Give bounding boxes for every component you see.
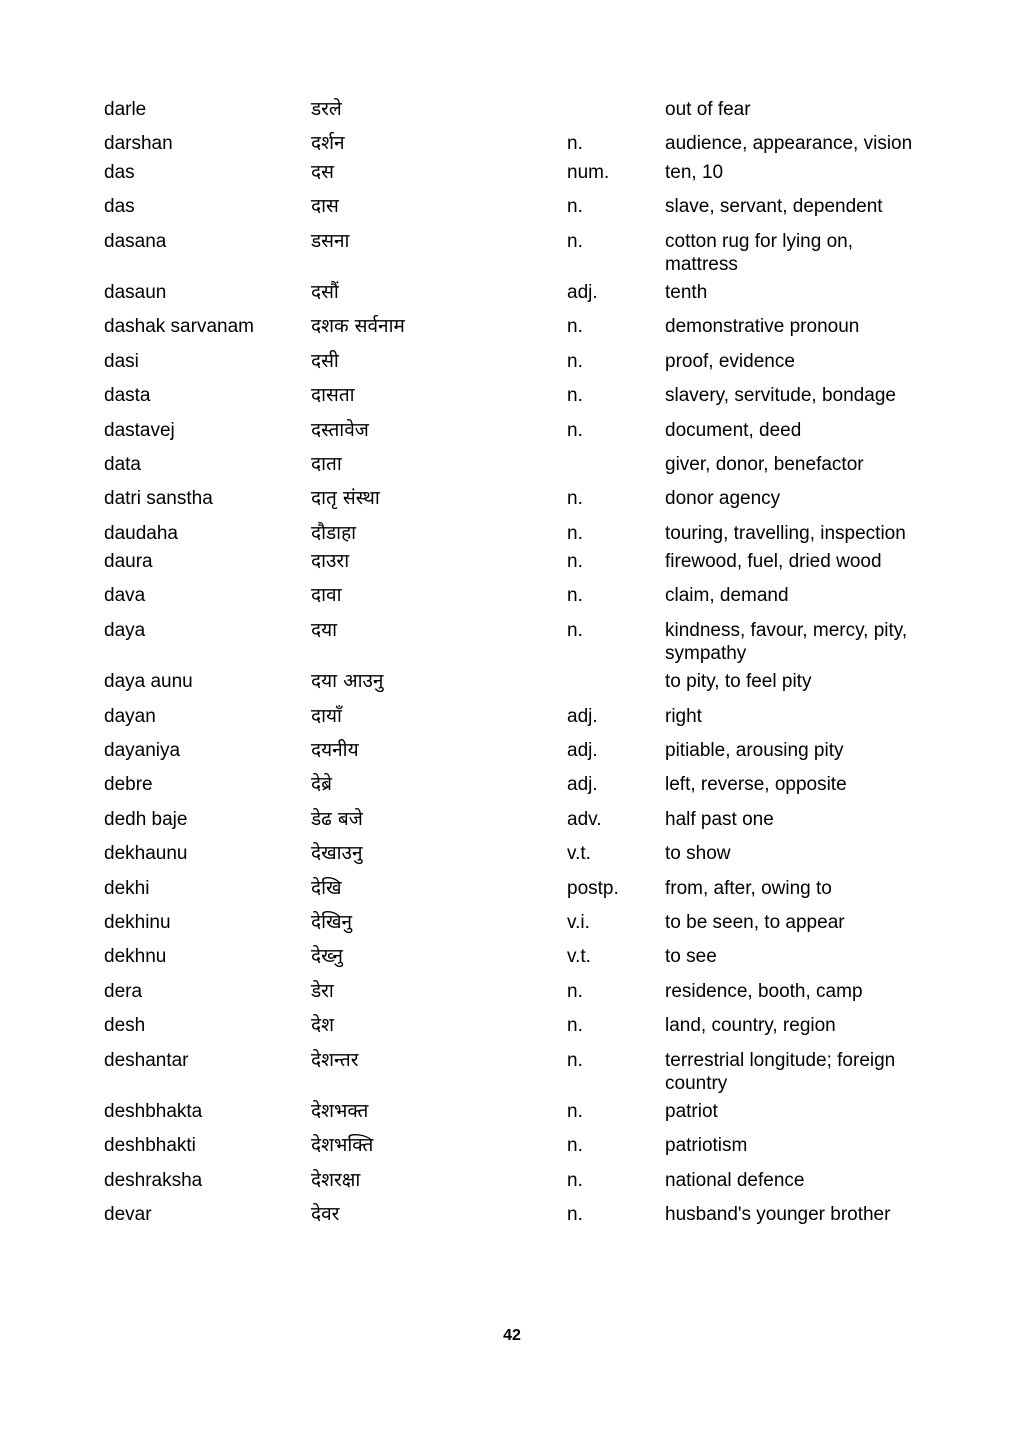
entry-devanagari: दस्तावेज (311, 418, 369, 441)
entry-romanized: data (104, 453, 141, 475)
entry-list (104, 98, 934, 1238)
entry-devanagari: देशन्तर (311, 1048, 359, 1071)
entry-part-of-speech: n. (567, 980, 583, 1002)
dictionary-entry (104, 384, 934, 418)
entry-part-of-speech: n. (567, 419, 583, 441)
entry-definition: tenth (665, 281, 708, 303)
entry-devanagari: दासता (311, 384, 355, 407)
entry-definition: right (665, 705, 702, 727)
entry-romanized: dekhi (104, 877, 150, 899)
dictionary-entry (104, 945, 934, 979)
entry-romanized: das (104, 196, 135, 218)
entry-romanized: dayan (104, 705, 156, 727)
entry-devanagari: देशभक्ति (311, 1134, 374, 1157)
entry-devanagari: दसी (311, 349, 339, 372)
entry-devanagari: दया आउनु (311, 670, 384, 693)
entry-part-of-speech: n. (567, 196, 583, 218)
dictionary-entry (104, 281, 934, 315)
entry-romanized: dasana (104, 230, 167, 252)
dictionary-entry (104, 619, 934, 670)
entry-part-of-speech: n. (567, 316, 583, 338)
entry-romanized: dekhinu (104, 911, 171, 933)
entry-devanagari: देश (311, 1014, 335, 1037)
dictionary-entry (104, 1203, 934, 1237)
dictionary-entry (104, 739, 934, 773)
dictionary-entry (104, 670, 934, 704)
entry-romanized: deshraksha (104, 1169, 203, 1191)
entry-romanized: desh (104, 1015, 146, 1037)
dictionary-entry (104, 584, 934, 618)
entry-definition: patriot (665, 1100, 718, 1122)
entry-definition: pitiable, arousing pity (665, 740, 844, 762)
entry-part-of-speech: adj. (567, 740, 598, 762)
dictionary-entry (104, 230, 934, 281)
entry-devanagari: दातृ संस्था (311, 487, 380, 510)
dictionary-entry (104, 980, 934, 1014)
dictionary-entry (104, 1134, 934, 1168)
entry-definition: land, country, region (665, 1015, 836, 1037)
entry-romanized: dasi (104, 350, 139, 372)
entry-definition: giver, donor, benefactor (665, 453, 864, 475)
entry-devanagari: देखाउनु (311, 842, 363, 865)
entry-definition: proof, evidence (665, 350, 795, 372)
entry-part-of-speech: v.i. (567, 911, 590, 933)
entry-romanized: dayaniya (104, 740, 181, 762)
entry-part-of-speech: adj. (567, 774, 598, 796)
entry-devanagari: देशरक्षा (311, 1168, 361, 1191)
entry-romanized: deshantar (104, 1049, 189, 1071)
entry-devanagari: डसना (311, 229, 350, 252)
dictionary-entry (104, 132, 934, 160)
dictionary-entry (104, 1100, 934, 1134)
entry-devanagari: डेढ बजे (311, 807, 363, 830)
entry-definition: claim, demand (665, 585, 789, 607)
entry-romanized: dekhaunu (104, 843, 188, 865)
entry-definition: slavery, servitude, bondage (665, 385, 896, 407)
entry-definition: left, reverse, opposite (665, 774, 847, 796)
entry-devanagari: दाता (311, 452, 342, 475)
entry-romanized: debre (104, 774, 153, 796)
entry-part-of-speech: v.t. (567, 946, 591, 968)
dictionary-entry (104, 487, 934, 521)
entry-definition: out of fear (665, 99, 751, 120)
entry-romanized: daudaha (104, 522, 178, 544)
dictionary-entry (104, 877, 934, 911)
entry-romanized: datri sanstha (104, 488, 213, 510)
dictionary-entry (104, 808, 934, 842)
dictionary-entry (104, 773, 934, 807)
dictionary-entry (104, 1049, 934, 1100)
entry-part-of-speech: n. (567, 1100, 583, 1122)
entry-part-of-speech: adj. (567, 281, 598, 303)
entry-devanagari: दावा (311, 584, 342, 607)
dictionary-entry (104, 842, 934, 876)
dictionary-entry (104, 453, 934, 487)
entry-definition: kindness, favour, mercy, pity, sympathy (665, 619, 908, 664)
entry-part-of-speech: n. (567, 1015, 583, 1037)
entry-romanized: darshan (104, 133, 173, 155)
entry-definition: ten, 10 (665, 161, 724, 183)
entry-romanized: daura (104, 551, 153, 573)
entry-definition: from, after, owing to (665, 877, 832, 899)
entry-romanized: das (104, 161, 135, 183)
entry-devanagari: दसौं (311, 280, 339, 303)
entry-definition: demonstrative pronoun (665, 316, 860, 338)
entry-definition: residence, booth, camp (665, 980, 863, 1002)
entry-devanagari: देखि (311, 876, 342, 899)
entry-romanized: dekhnu (104, 946, 167, 968)
dictionary-entry (104, 419, 934, 453)
entry-romanized: dedh baje (104, 808, 188, 830)
entry-definition: slave, servant, dependent (665, 196, 883, 218)
entry-part-of-speech: n. (567, 522, 583, 544)
entry-romanized: devar (104, 1204, 152, 1226)
entry-devanagari: देवर (311, 1203, 340, 1226)
dictionary-entry (104, 522, 934, 550)
entry-romanized: darle (104, 99, 147, 120)
dictionary-entry (104, 1169, 934, 1203)
dictionary-entry (104, 315, 934, 349)
entry-devanagari: दाउरा (311, 550, 350, 573)
entry-devanagari: देख्नु (311, 945, 343, 968)
entry-definition: to be seen, to appear (665, 911, 845, 933)
dictionary-entry (104, 911, 934, 945)
entry-romanized: dera (104, 980, 143, 1002)
entry-part-of-speech: n. (567, 350, 583, 372)
entry-definition: to see (665, 946, 717, 968)
entry-definition: patriotism (665, 1135, 748, 1157)
entry-part-of-speech: n. (567, 488, 583, 510)
entry-devanagari: डरले (311, 98, 342, 120)
page-number: 42 (503, 1327, 521, 1344)
dictionary-entry (104, 98, 934, 132)
entry-part-of-speech: n. (567, 230, 583, 252)
entry-romanized: dashak sarvanam (104, 316, 254, 338)
entry-definition: to pity, to feel pity (665, 671, 812, 693)
entry-devanagari: देब्रे (311, 773, 332, 796)
entry-part-of-speech: v.t. (567, 843, 591, 865)
entry-part-of-speech: postp. (567, 877, 619, 899)
entry-romanized: deshbhakti (104, 1135, 196, 1157)
entry-romanized: dava (104, 585, 146, 607)
entry-definition: audience, appearance, vision (665, 133, 913, 155)
entry-devanagari: दया (311, 618, 338, 641)
entry-part-of-speech: n. (567, 619, 583, 641)
entry-devanagari: दशक सर्वनाम (311, 315, 405, 338)
entry-definition: to show (665, 843, 731, 865)
entry-definition: cotton rug for lying on, mattress (665, 230, 853, 275)
entry-definition: document, deed (665, 419, 802, 441)
entry-romanized: dasta (104, 385, 151, 407)
entry-romanized: dastavej (104, 419, 175, 441)
entry-part-of-speech: n. (567, 1204, 583, 1226)
entry-romanized: daya (104, 619, 146, 641)
dictionary-entry (104, 161, 934, 195)
entry-devanagari: डेरा (311, 979, 334, 1002)
entry-part-of-speech: n. (567, 585, 583, 607)
entry-part-of-speech: n. (567, 1049, 583, 1071)
entry-devanagari: दर्शन (311, 132, 345, 155)
entry-devanagari: देशभक्त (311, 1099, 369, 1122)
entry-definition: terrestrial longitude; foreign country (665, 1049, 896, 1094)
entry-devanagari: देखिनु (311, 910, 353, 933)
entry-part-of-speech: n. (567, 1169, 583, 1191)
entry-definition: touring, travelling, inspection (665, 522, 906, 544)
entry-part-of-speech: num. (567, 161, 610, 183)
entry-devanagari: दौडाहा (311, 521, 357, 544)
entry-definition: husband's younger brother (665, 1204, 891, 1226)
entry-part-of-speech: adv. (567, 808, 602, 830)
entry-definition: national defence (665, 1169, 805, 1191)
entry-definition: firewood, fuel, dried wood (665, 551, 882, 573)
entry-devanagari: दयनीय (311, 739, 359, 762)
entry-devanagari: दस (311, 160, 334, 183)
entry-romanized: deshbhakta (104, 1100, 203, 1122)
entry-definition: half past one (665, 808, 774, 830)
entry-part-of-speech: n. (567, 551, 583, 573)
entry-romanized: dasaun (104, 281, 167, 303)
entry-devanagari: दास (311, 195, 339, 218)
entry-definition: donor agency (665, 488, 781, 510)
dictionary-entry (104, 550, 934, 584)
dictionary-entry (104, 705, 934, 739)
entry-part-of-speech: n. (567, 133, 583, 155)
entry-romanized: daya aunu (104, 671, 193, 693)
dictionary-entry (104, 1014, 934, 1048)
entry-part-of-speech: n. (567, 385, 583, 407)
dictionary-entry (104, 195, 934, 229)
entry-devanagari: दायाँ (311, 704, 342, 727)
entry-part-of-speech: adj. (567, 705, 598, 727)
entry-part-of-speech: n. (567, 1135, 583, 1157)
dictionary-entry (104, 350, 934, 384)
